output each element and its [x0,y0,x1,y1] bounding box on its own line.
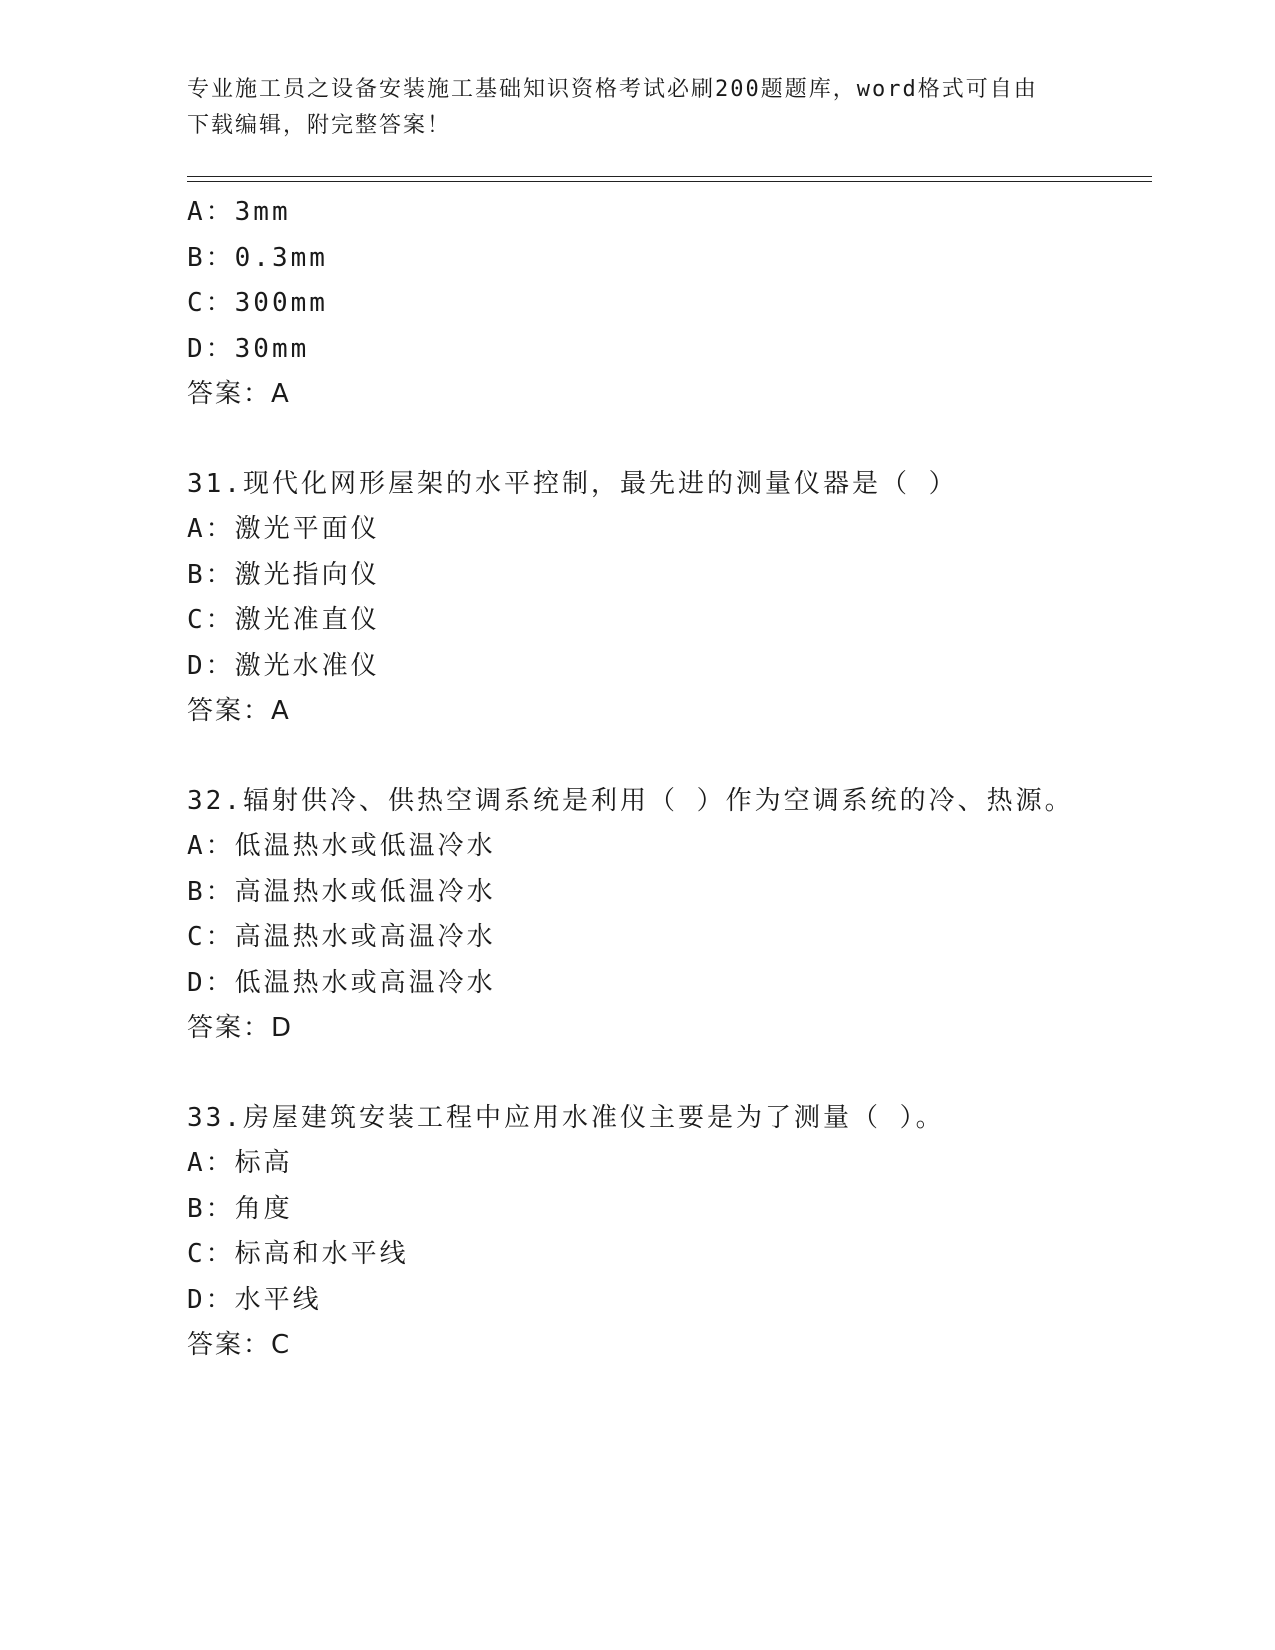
question-list [187,190,1147,1369]
question-block-continued [187,190,1147,418]
option-c: C：300mm [187,288,328,318]
question-spacer [187,1052,1147,1096]
question-spacer [187,735,1147,779]
header-line-2: 下载编辑，附完整答案！ [187,113,452,138]
question-text: 31.现代化网形屋架的水平控制，最先进的测量仪器是（ ） [187,468,958,499]
question-block-31 [187,462,1147,735]
question-block-32 [187,779,1147,1052]
option-d: D：水平线 [187,1284,322,1315]
option-b: B：高温热水或低温冷水 [187,876,496,907]
question-text: 32.辐射供冷、供热空调系统是利用（ ）作为空调系统的冷、热源。 [187,785,1074,816]
header-divider-top [187,176,1152,177]
option-b: B：0.3mm [187,242,328,273]
answer-line: 答案：A [187,696,291,726]
option-d: D：30mm [187,333,310,364]
question-spacer [187,418,1147,462]
option-a: A：激光平面仪 [187,514,380,544]
answer-line: 答案：C [187,1330,292,1360]
option-c: C：高温热水或高温冷水 [187,922,496,952]
document-header [187,72,1087,144]
header-divider-bottom [187,181,1152,182]
answer-line: 答案：D [187,1013,294,1043]
question-text: 33.房屋建筑安装工程中应用水准仪主要是为了测量（ ）。 [187,1102,945,1133]
option-d: D：低温热水或高温冷水 [187,967,496,998]
option-a: A：标高 [187,1148,293,1178]
option-d: D：激光水准仪 [187,650,380,681]
option-b: B：角度 [187,1193,293,1224]
header-line-1: 专业施工员之设备安装施工基础知识资格考试必刷200题题库，word格式可自由 [187,77,1038,102]
option-c: C：标高和水平线 [187,1239,409,1269]
option-a: A：低温热水或低温冷水 [187,831,496,861]
option-c: C：激光准直仪 [187,605,380,635]
option-a: A：3mm [187,197,291,227]
question-block-33 [187,1096,1147,1369]
answer-line: 答案：A [187,379,291,409]
option-b: B：激光指向仪 [187,559,380,590]
